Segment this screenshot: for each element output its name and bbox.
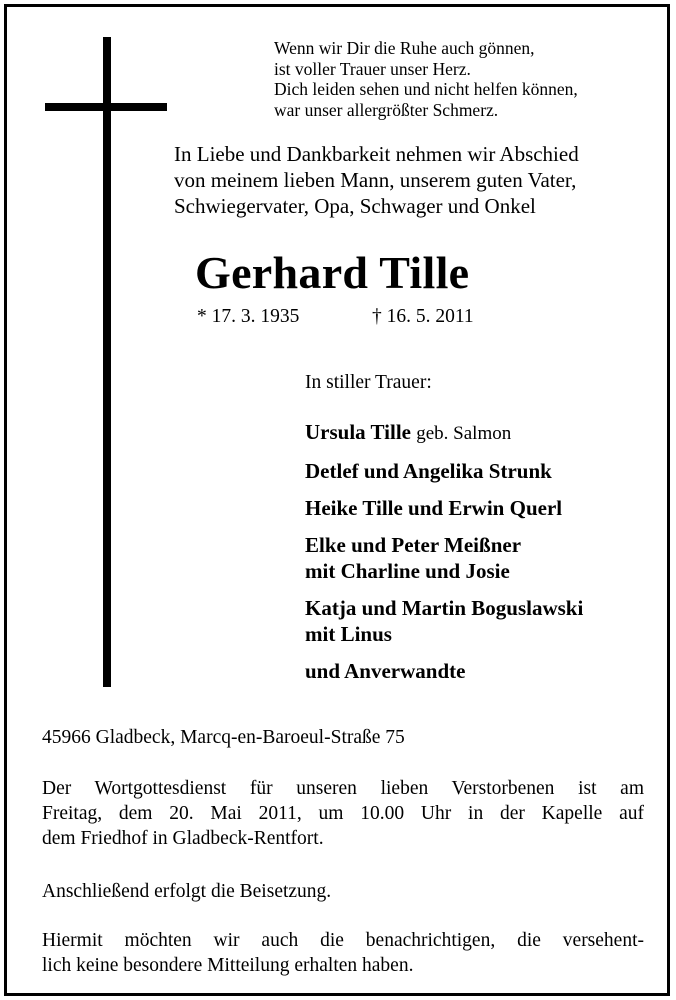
birth-date: * 17. 3. 1935 xyxy=(197,306,300,327)
poem-line: war unser allergrößter Schmerz. xyxy=(274,99,499,120)
deceased-name: Gerhard Tille xyxy=(195,247,470,298)
family-entry xyxy=(305,495,665,521)
poem-line: Dich leiden sehen und nicht helfen können, xyxy=(274,79,578,99)
poem-line: ist voller Trauer unser Herz. xyxy=(274,58,471,79)
family-entry-line: mit Charline und Josie xyxy=(305,559,510,583)
widow-nee: geb. Salmon xyxy=(416,423,512,444)
family-entry-line: Elke und Peter Meißner xyxy=(305,533,522,557)
family-entry xyxy=(305,658,665,684)
cross-icon-vertical-bar xyxy=(103,37,111,687)
notice-line: lich keine besondere Mitteilung erhalten haben. xyxy=(42,955,414,976)
poem-verse xyxy=(274,38,578,120)
service-line: Freitag, dem 20. Mai 2011, um 10.00 Uhr in der Kapelle auf xyxy=(42,803,644,824)
intro-line: Schwiegervater, Opa, Schwager und Onkel xyxy=(174,194,536,218)
intro-line: In Liebe und Dankbarkeit nehmen wir Abschied xyxy=(174,142,579,166)
family-entry-line: Katja und Martin Boguslawski xyxy=(305,596,584,620)
intro-line: von meinem lieben Mann, unserem guten Vater, xyxy=(174,168,577,192)
family-entry-line: und Anverwandte xyxy=(305,659,466,683)
address: 45966 Gladbeck, Marcq-en-Baroeul-Straße 75 xyxy=(42,727,405,748)
burial-line: Anschließend erfolgt die Beisetzung. xyxy=(42,881,332,902)
family-entry-line: mit Linus xyxy=(305,622,392,646)
widow-name: Ursula Tille xyxy=(305,420,411,444)
family-entry xyxy=(305,595,665,647)
service-line: Der Wortgottesdienst für unseren lieben Verstorbenen ist am xyxy=(42,778,644,799)
notice-paragraph xyxy=(42,928,644,978)
death-date: † 16. 5. 2011 xyxy=(372,306,474,327)
family-entry xyxy=(305,532,665,584)
family-entry xyxy=(305,458,665,484)
poem-line: Wenn wir Dir die Ruhe auch gönnen, xyxy=(274,38,535,58)
burial-paragraph xyxy=(42,879,644,904)
farewell-intro xyxy=(174,141,579,219)
family-entry-line: Detlef und Angelika Strunk xyxy=(305,459,552,483)
family-entry-line: Heike Tille und Erwin Querl xyxy=(305,496,563,520)
notice-line: Hiermit möchten wir auch die benachrichtigen, die versehent- xyxy=(42,930,644,951)
obituary-frame xyxy=(4,4,670,996)
cross-icon-horizontal-bar xyxy=(45,103,167,111)
family-entry-widow xyxy=(305,419,665,447)
mourning-label: In stiller Trauer: xyxy=(305,372,432,393)
family-list xyxy=(305,419,665,695)
service-line: dem Friedhof in Gladbeck-Rentfort. xyxy=(42,828,324,849)
service-paragraph xyxy=(42,776,644,851)
